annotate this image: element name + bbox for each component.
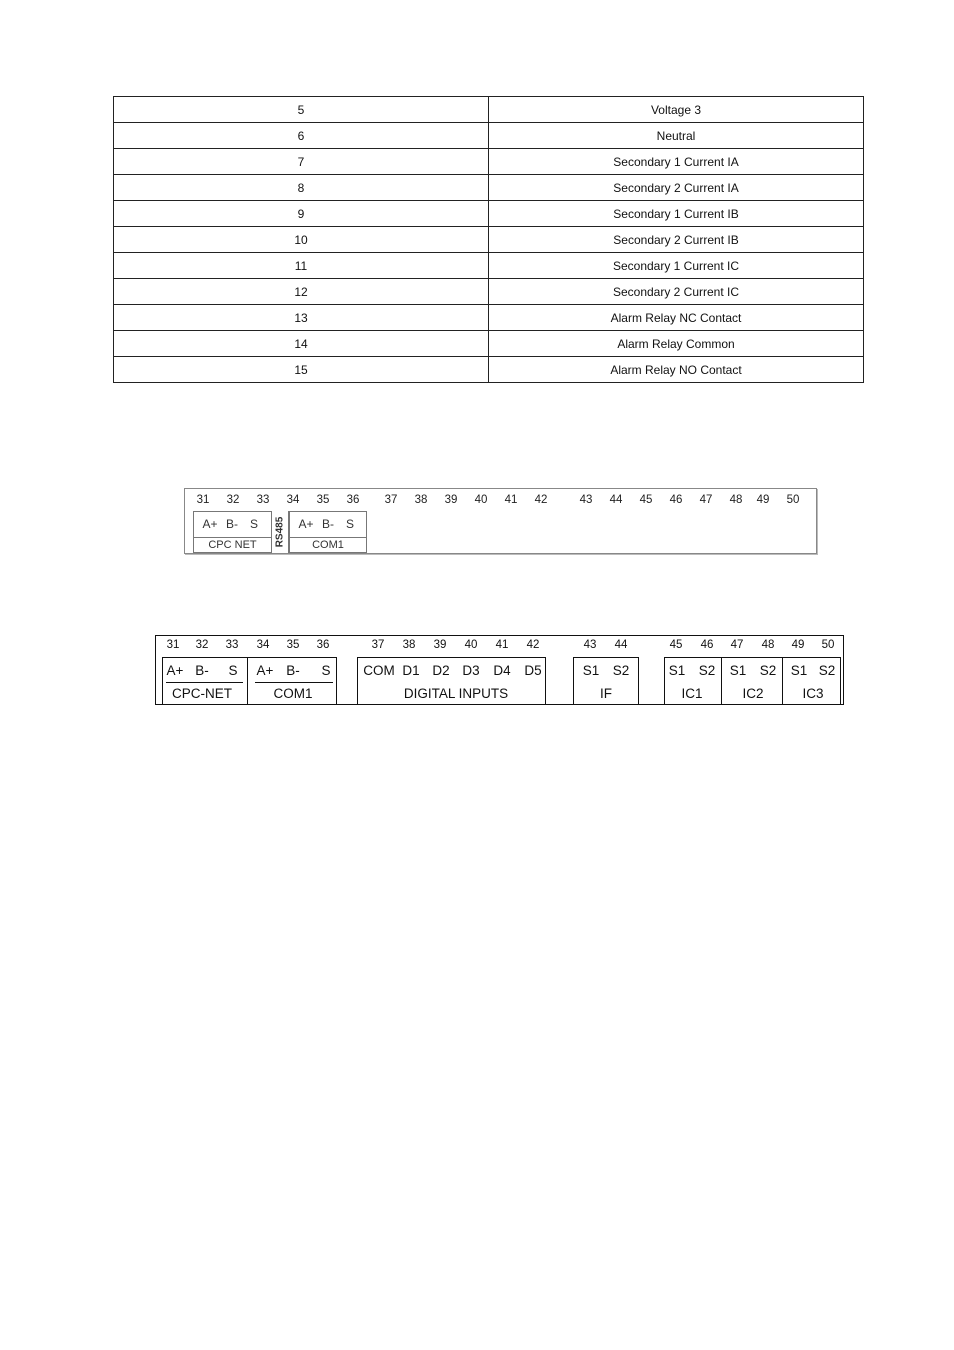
pin-function-cell: Secondary 1 Current IC <box>489 253 864 279</box>
terminal-label: S <box>228 663 238 678</box>
pin-number: 45 <box>639 494 653 506</box>
terminal-label: D4 <box>493 663 511 678</box>
pin-number-cell: 6 <box>114 123 489 149</box>
pin-number: 43 <box>579 494 593 506</box>
terminal-label: B- <box>226 517 238 531</box>
pin-number-cell: 7 <box>114 149 489 175</box>
pin-number: 37 <box>384 494 398 506</box>
terminal-label: S <box>249 517 259 531</box>
terminal-label: D5 <box>524 663 542 678</box>
divider-line <box>357 657 358 704</box>
pin-function-cell: Secondary 2 Current IA <box>489 175 864 201</box>
pin-number: 50 <box>821 639 835 651</box>
pin-number: 39 <box>433 639 447 651</box>
pin-number: 38 <box>414 494 428 506</box>
pin-function-cell: Secondary 2 Current IB <box>489 227 864 253</box>
terminal-label: S1 <box>668 663 686 678</box>
table-row <box>114 149 864 175</box>
pin-number: 41 <box>504 494 518 506</box>
table-row <box>114 279 864 305</box>
pin-number: 35 <box>316 494 330 506</box>
terminal-label: D2 <box>432 663 450 678</box>
divider-line <box>573 657 638 658</box>
pin-number: 44 <box>614 639 628 651</box>
cpc-net-terminals <box>194 512 271 538</box>
pin-number: 42 <box>534 494 548 506</box>
table-row <box>114 305 864 331</box>
divider-line <box>247 657 248 704</box>
terminal-diagram-new <box>155 635 844 705</box>
pin-number: 34 <box>256 639 270 651</box>
com1-terminals <box>290 512 366 538</box>
cpc-net-group <box>193 511 272 553</box>
divider-line <box>840 657 841 704</box>
pin-number: 49 <box>756 494 770 506</box>
pin-number: 35 <box>286 639 300 651</box>
pin-number: 40 <box>464 639 478 651</box>
pin-number: 50 <box>786 494 800 506</box>
com1-label: COM1 <box>312 539 344 551</box>
pin-number: 31 <box>166 639 180 651</box>
pin-number: 36 <box>316 639 330 651</box>
pin-number: 44 <box>609 494 623 506</box>
pin-number-cell: 13 <box>114 305 489 331</box>
terminal-label: A+ <box>298 517 314 531</box>
pin-function-cell: Alarm Relay NC Contact <box>489 305 864 331</box>
group-label: IC2 <box>742 686 764 701</box>
terminal-label: D3 <box>462 663 480 678</box>
terminal-label: S2 <box>612 663 630 678</box>
pin-number: 47 <box>730 639 744 651</box>
divider-line <box>336 657 337 704</box>
table-row <box>114 201 864 227</box>
pin-number: 46 <box>669 494 683 506</box>
pin-number-cell: 12 <box>114 279 489 305</box>
pin-number-cell: 15 <box>114 357 489 383</box>
terminal-label: COM <box>363 663 395 678</box>
terminal-label: A+ <box>256 663 274 678</box>
divider-line <box>664 657 665 704</box>
pin-number: 33 <box>256 494 270 506</box>
group-label: COM1 <box>273 686 313 701</box>
pin-number-cell: 8 <box>114 175 489 201</box>
pin-number: 32 <box>195 639 209 651</box>
pin-function-cell: Secondary 1 Current IB <box>489 201 864 227</box>
pin-number: 48 <box>761 639 775 651</box>
terminal-label: D1 <box>402 663 420 678</box>
terminal-label: S1 <box>729 663 747 678</box>
pin-function-cell: Alarm Relay NO Contact <box>489 357 864 383</box>
divider-line <box>573 657 574 704</box>
table-row <box>114 253 864 279</box>
com1-group <box>289 511 367 553</box>
terminal-label: B- <box>322 517 334 531</box>
pin-assignment-table <box>113 96 864 383</box>
pin-number: 41 <box>495 639 509 651</box>
pin-number: 46 <box>700 639 714 651</box>
terminal-label: S1 <box>790 663 808 678</box>
pin-number: 48 <box>729 494 743 506</box>
pin-number: 45 <box>669 639 683 651</box>
table-row <box>114 97 864 123</box>
pin-function-cell: Neutral <box>489 123 864 149</box>
pin-number: 42 <box>526 639 540 651</box>
table-row <box>114 123 864 149</box>
pin-number: 43 <box>583 639 597 651</box>
rs485-label: RS485 <box>274 516 286 548</box>
pin-number: 31 <box>196 494 210 506</box>
pin-number: 32 <box>226 494 240 506</box>
pin-number-cell: 5 <box>114 97 489 123</box>
table-row <box>114 175 864 201</box>
divider-line <box>638 657 639 704</box>
terminal-label: A+ <box>166 663 184 678</box>
terminal-label: S2 <box>698 663 716 678</box>
table-row <box>114 227 864 253</box>
table-row <box>114 357 864 383</box>
divider-line <box>782 657 783 704</box>
terminal-diagram-old <box>184 488 817 554</box>
pin-number-cell: 10 <box>114 227 489 253</box>
terminal-label: S2 <box>759 663 777 678</box>
group-label: CPC-NET <box>172 686 232 701</box>
group-label: IF <box>600 686 612 701</box>
terminal-label: S2 <box>818 663 836 678</box>
terminal-label: B- <box>286 663 300 678</box>
divider-line <box>162 657 336 658</box>
divider-line <box>357 657 545 658</box>
underline <box>166 682 243 683</box>
divider-line <box>721 657 722 704</box>
pin-function-cell: Alarm Relay Common <box>489 331 864 357</box>
pin-number-cell: 9 <box>114 201 489 227</box>
pin-table-body <box>114 97 864 383</box>
pin-number: 40 <box>474 494 488 506</box>
divider-line <box>545 657 546 704</box>
pin-number: 49 <box>791 639 805 651</box>
pin-number-cell: 14 <box>114 331 489 357</box>
terminal-label: A+ <box>202 517 218 531</box>
terminal-label: S <box>345 517 355 531</box>
terminal-label: S <box>321 663 331 678</box>
divider-line <box>162 657 163 704</box>
pin-function-cell: Voltage 3 <box>489 97 864 123</box>
divider-line <box>664 657 840 658</box>
table-row <box>114 331 864 357</box>
group-label: IC3 <box>802 686 824 701</box>
group-label: DIGITAL INPUTS <box>403 686 509 701</box>
pin-number: 33 <box>225 639 239 651</box>
underline <box>255 682 333 683</box>
pin-number-cell: 11 <box>114 253 489 279</box>
pin-function-cell: Secondary 2 Current IC <box>489 279 864 305</box>
pin-number: 47 <box>699 494 713 506</box>
terminal-label: B- <box>195 663 209 678</box>
pin-number: 38 <box>402 639 416 651</box>
pin-function-cell: Secondary 1 Current IA <box>489 149 864 175</box>
group-label: IC1 <box>681 686 703 701</box>
pin-number: 37 <box>371 639 385 651</box>
pin-number: 34 <box>286 494 300 506</box>
pin-number: 39 <box>444 494 458 506</box>
cpc-net-label: CPC NET <box>208 539 257 551</box>
pin-number: 36 <box>346 494 360 506</box>
terminal-label: S1 <box>582 663 600 678</box>
rs485-divider <box>271 511 289 553</box>
